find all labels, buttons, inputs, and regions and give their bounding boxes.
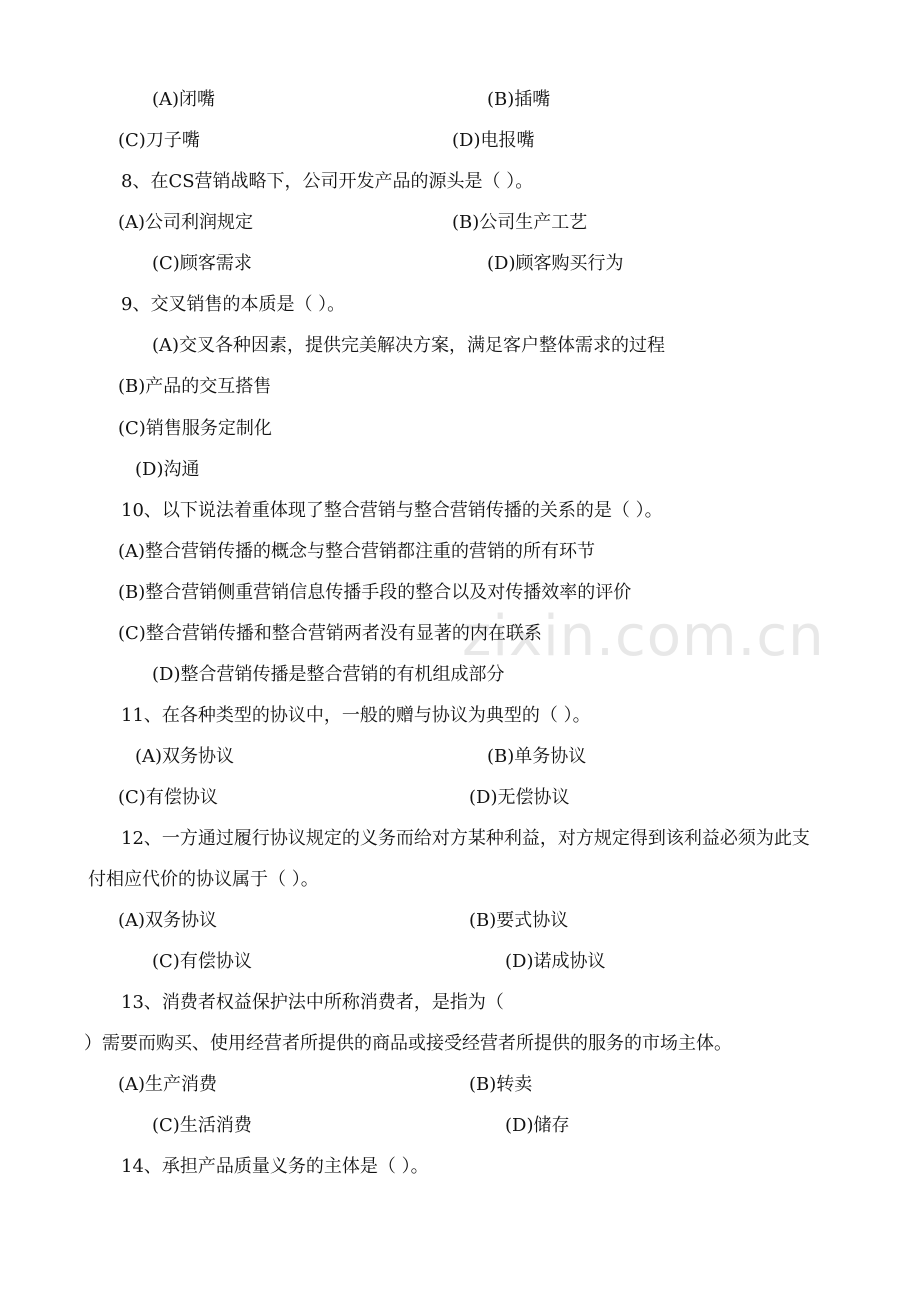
q10-option-b: (B)整合营销侧重营销信息传播手段的整合以及对传播效率的评价 [118,582,632,603]
q8-option-d: (D)顾客购买行为 [487,253,624,274]
q10-option-c: (C)整合营销传播和整合营销两者没有显著的内在联系 [118,623,542,644]
q11-stem: 11、在各种类型的协议中，一般的赠与协议为典型的（ ）。 [121,705,591,726]
q8-option-a: (A)公司利润规定 [118,212,254,233]
q8-option-b: (B)公司生产工艺 [452,212,588,233]
q12-option-d: (D)诺成协议 [505,951,606,972]
q13-option-d: (D)储存 [505,1115,570,1136]
q9-option-b: (B)产品的交互搭售 [118,376,272,397]
q11-option-c: (C)有偿协议 [118,787,218,808]
q9-option-c: (C)销售服务定制化 [118,418,272,439]
q9-option-d: (D)沟通 [135,459,200,480]
q9-stem: 9、交叉销售的本质是（ ）。 [121,294,346,315]
q12-option-c: (C)有偿协议 [152,951,252,972]
q11-option-d: (D)无偿协议 [469,787,570,808]
q14-stem: 14、承担产品质量义务的主体是（ ）。 [121,1156,429,1177]
q7-option-a: (A)闭嘴 [152,89,216,110]
q7-option-b: (B)插嘴 [487,89,551,110]
q12-stem-line1: 12、一方通过履行协议规定的义务而给对方某种利益，对方规定得到该利益必须为此支 [121,828,810,849]
q7-option-d: (D)电报嘴 [452,130,535,151]
q10-option-a: (A)整合营销传播的概念与整合营销都注重的营销的所有环节 [118,541,596,562]
q13-option-a: (A)生产消费 [118,1074,218,1095]
q10-option-d: (D)整合营销传播是整合营销的有机组成部分 [152,664,505,685]
q11-option-a: (A)双务协议 [135,746,235,767]
q8-option-c: (C)顾客需求 [152,253,252,274]
q12-option-b: (B)要式协议 [469,910,569,931]
q13-option-c: (C)生活消费 [152,1115,252,1136]
q7-option-c: (C)刀子嘴 [118,130,200,151]
q13-option-b: (B)转卖 [469,1074,533,1095]
q12-stem-line2: 付相应代价的协议属于（ ）。 [88,869,319,890]
q10-stem: 10、以下说法着重体现了整合营销与整合营销传播的关系的是（ ）。 [121,500,663,521]
q11-option-b: (B)单务协议 [487,746,587,767]
watermark: zixin.com.cn [462,604,825,669]
q9-option-a: (A)交叉各种因素，提供完美解决方案，满足客户整体需求的过程 [152,335,666,356]
q8-stem: 8、在CS营销战略下，公司开发产品的源头是（ ）。 [121,171,534,192]
q12-option-a: (A)双务协议 [118,910,218,931]
q13-stem-line1: 13、消费者权益保护法中所称消费者，是指为（ [121,992,504,1013]
q13-stem-line2: ）需要而购买、使用经营者所提供的商品或接受经营者所提供的服务的市场主体。 [84,1033,732,1054]
